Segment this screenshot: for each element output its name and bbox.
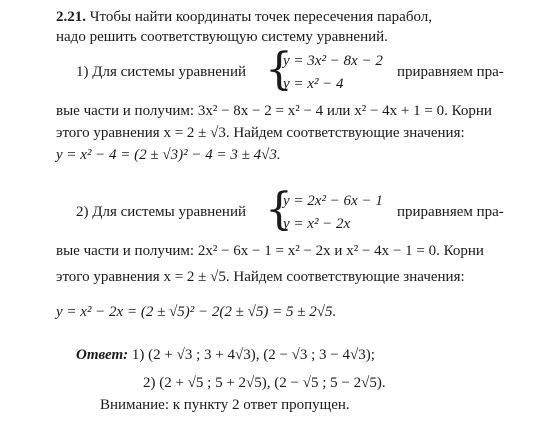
part1-system-brace: { [265,44,293,95]
part2-line-3: этого уравнения x = 2 ± √5. Найдем соответствующие значения: [56,269,465,285]
answer-note: Внимание: к пункту 2 ответ пропущен. [100,397,350,413]
part2-label: 2) Для системы уравнений [76,204,246,220]
part1-line-2: вые части и получим: 3x² − 8x − 2 = x² − 4 или x² − 4x + 1 = 0. Корни [56,103,492,119]
part2-system-brace: { [265,184,293,235]
problem-number: 2.21. [56,9,86,25]
part1-equation-1: y = 3x² − 8x − 2 [283,53,383,69]
answer-line-1 [76,346,375,364]
part2-line-2: вые части и получим: 2x² − 6x − 1 = x² − 2x и x² − 4x − 1 = 0. Корни [56,243,484,259]
answer-label: Ответ: [76,347,129,363]
part2-equation-2: y = x² − 2x [283,216,351,232]
part2-equation-1: y = 2x² − 6x − 1 [283,193,383,209]
part2-line-4: y = x² − 2x = (2 ± √5)² − 2(2 ± √5) = 5 ± 2√5. [56,304,337,320]
part1-label: 1) Для системы уравнений [76,64,246,80]
answer-text-1: 1) (2 + √3 ; 3 + 4√3), (2 − √3 ; 3 − 4√3); [131,347,375,363]
part1-after-system: приравняем пра- [397,64,504,80]
problem-intro-text-1: Чтобы найти координаты точек пересечения парабол, [89,9,432,25]
problem-intro-line-1 [56,8,432,26]
problem-intro-line-2: надо решить соответствующую систему уравнений. [56,29,388,45]
part1-equation-2: y = x² − 4 [283,76,344,92]
part2-after-system: приравняем пра- [397,204,504,220]
part1-line-4: y = x² − 4 = (2 ± √3)² − 4 = 3 ± 4√3. [56,147,281,163]
part1-line-3: этого уравнения x = 2 ± √3. Найдем соответствующие значения: [56,125,465,141]
answer-line-2: 2) (2 + √5 ; 5 + 2√5), (2 − √5 ; 5 − 2√5). [143,375,386,391]
